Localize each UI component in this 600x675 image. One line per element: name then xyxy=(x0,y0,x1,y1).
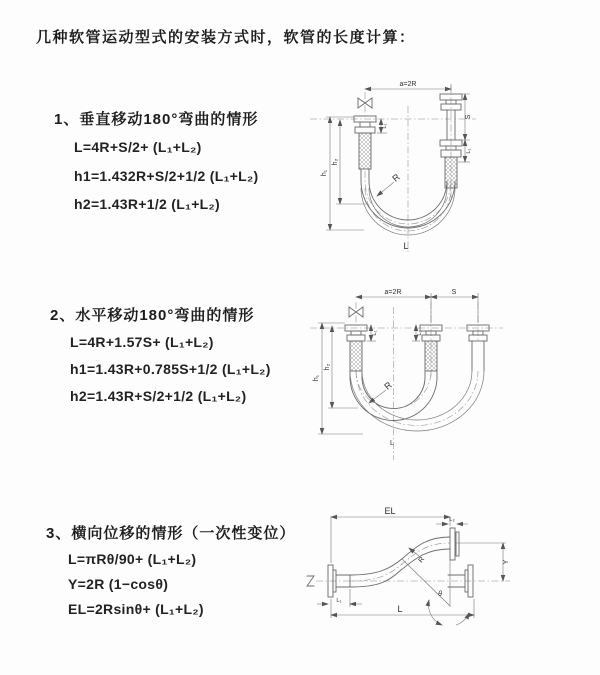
dim-label-l: L xyxy=(397,604,403,614)
left-flange-fitting xyxy=(345,325,367,371)
dim-label-l1-left: L₁ xyxy=(382,123,388,129)
length-label: L xyxy=(403,241,409,251)
length-label: L xyxy=(390,440,394,447)
dim-label-y: Y xyxy=(503,559,510,565)
dim-label-l1: L₁ xyxy=(336,598,342,604)
section-1-heading: 1、垂直移动180°弯曲的情形 xyxy=(54,111,259,128)
radius-label: R xyxy=(382,379,394,392)
radius-label: R xyxy=(390,171,402,184)
dim-label-l1-left: L₁ xyxy=(372,330,378,336)
dim-label-el: EL xyxy=(384,506,396,516)
angle-arc-left xyxy=(428,600,442,625)
dim-label-l2: L₂ xyxy=(449,517,455,523)
dim-label-h1: h₁ xyxy=(321,169,328,177)
dimension-lines xyxy=(318,293,478,434)
section-2-formula-h1: h1=1.43R+0.785S+1/2 (L₁+L₂) xyxy=(70,361,271,377)
left-flange-fitting xyxy=(354,116,376,169)
section-1-formula-h1: h1=1.432R+S/2+1/2 (L₁+L₂) xyxy=(74,168,259,184)
page-title: 几种软管运动型式的安装方式时，软管的长度计算： xyxy=(36,29,416,46)
upper-right-flange xyxy=(450,528,459,560)
section-1-formula-L: L=4R+S/2+ (L₁+L₂) xyxy=(74,139,202,155)
radius-construction-line xyxy=(402,559,450,606)
dim-label-l1-right: L₁ xyxy=(466,148,472,154)
centerline-break-mark xyxy=(307,576,314,586)
centerlines xyxy=(310,302,503,460)
section-2-formula-L: L=4R+1.57S+ (L₁+L₂) xyxy=(70,334,214,350)
centerlines xyxy=(307,576,510,586)
dim-label-l1-mid: L₁ xyxy=(417,330,423,336)
dimension-lines xyxy=(317,517,506,625)
section-3-formula-EL: EL=2Rsinθ+ (L₁+L₂) xyxy=(68,601,204,617)
dim-label-a2r: a=2R xyxy=(399,81,417,88)
diagram-horizontal-180-bend xyxy=(308,282,590,467)
hose-u-bend-positions xyxy=(350,371,484,431)
section-3-heading: 3、横向位移的情形（一次性变位） xyxy=(46,525,296,542)
hose-s-curve xyxy=(350,537,450,587)
dim-label-a2r: a=2R xyxy=(384,289,402,296)
dimension-labels xyxy=(336,506,510,614)
section-3-formula-Y: Y=2R (1−cosθ) xyxy=(68,576,169,592)
radius-label: R xyxy=(417,555,427,565)
dim-label-s: S xyxy=(451,289,457,296)
angle-label: θ xyxy=(438,591,442,598)
dim-label-h2: h₂ xyxy=(332,158,339,166)
section-2-formula-h2: h2=1.43R+S/2+1/2 (L₁+L₂) xyxy=(70,388,247,404)
dim-label-s: S xyxy=(465,114,472,120)
diagram-lateral-displacement xyxy=(298,503,593,648)
section-1-formula-h2: h2=1.43R+1/2 (L₁+L₂) xyxy=(74,196,221,212)
dim-label-h2: h₂ xyxy=(324,363,331,371)
section-2-heading: 2、水平移动180°弯曲的情形 xyxy=(50,307,255,324)
section-3-formula-L: L=πRθ/90+ (L₁+L₂) xyxy=(68,551,197,567)
diagram-vertical-180-bend xyxy=(308,76,590,258)
dim-label-h1: h₁ xyxy=(313,374,320,382)
